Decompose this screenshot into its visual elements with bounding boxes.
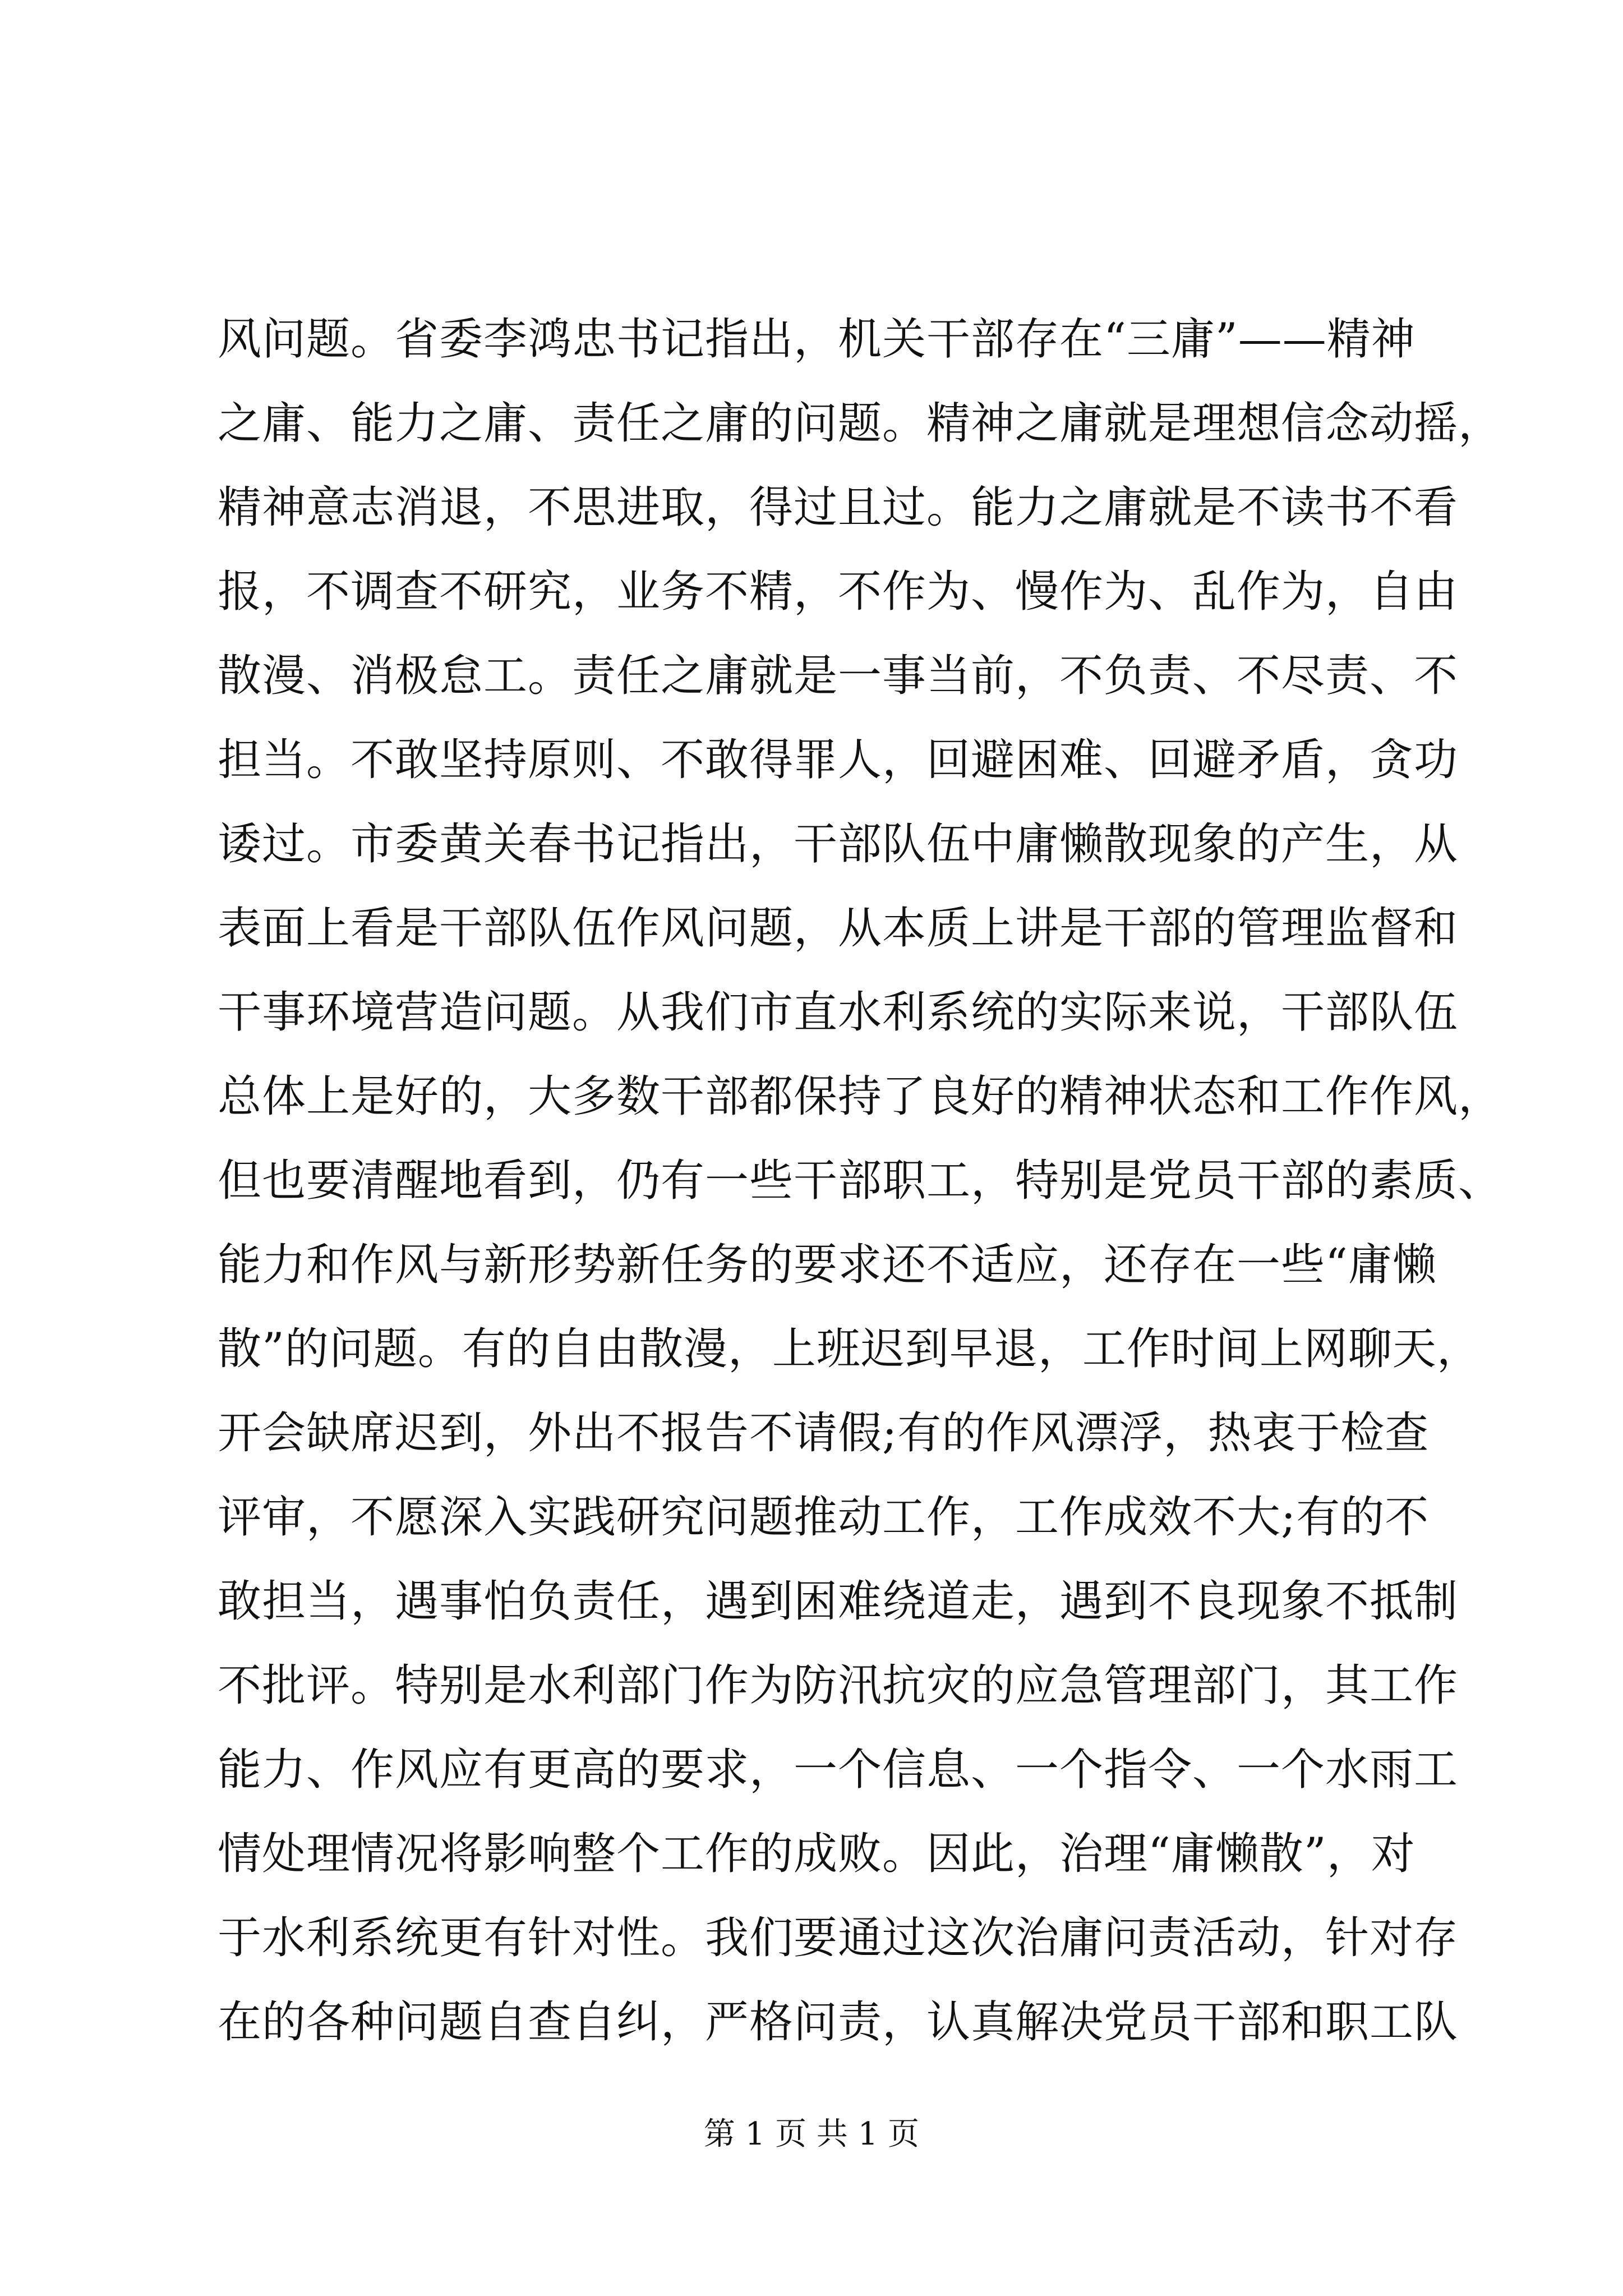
text-line: 报，不调查不研究，业务不精，不作为、慢作为、乱作为，自由 (218, 567, 1459, 617)
text-line: 但也要清醒地看到，仍有一些干部职工，特别是党员干部的素质、 (218, 1156, 1503, 1206)
text-line: 风问题。省委李鸿忠书记指出，机关干部存在“三庸”——精神 (218, 314, 1415, 365)
text-line: 干事环境营造问题。从我们市直水利系统的实际来说，干部队伍 (218, 987, 1459, 1038)
text-line: 能力、作风应有更高的要求，一个信息、一个指令、一个水雨工 (218, 1745, 1459, 1795)
text-line: 诿过。市委黄关春书记指出，干部队伍中庸懒散现象的产生，从 (218, 819, 1459, 869)
text-line: 之庸、能力之庸、责任之庸的问题。精神之庸就是理想信念动摇， (218, 398, 1503, 449)
text-line: 评审，不愿深入实践研究问题推动工作，工作成效不大;有的不 (218, 1492, 1430, 1543)
text-line: 在的各种问题自查自纠，严格问责，认真解决党员干部和职工队 (218, 1997, 1459, 2047)
page-footer: 第 1 页 共 1 页 (703, 2116, 920, 2152)
text-line: 精神意志消退，不思进取，得过且过。能力之庸就是不读书不看 (218, 482, 1459, 533)
text-line: 能力和作风与新形势新任务的要求还不适应，还存在一些“庸懒 (218, 1240, 1437, 1290)
text-line: 表面上看是干部队伍作风问题，从本质上讲是干部的管理监督和 (218, 903, 1459, 954)
text-line: 于水利系统更有针对性。我们要通过这次治庸问责活动，针对存 (218, 1913, 1459, 1963)
body-text (218, 297, 1503, 2064)
text-line: 担当。不敢坚持原则、不敢得罪人，回避困难、回避矛盾，贪功 (218, 735, 1459, 785)
text-line: 总体上是好的，大多数干部都保持了良好的精神状态和工作作风， (218, 1071, 1503, 1122)
text-line: 不批评。特别是水利部门作为防汛抗灾的应急管理部门，其工作 (218, 1660, 1459, 1711)
text-line: 开会缺席迟到，外出不报告不请假;有的作风漂浮，热衷于检查 (218, 1408, 1430, 1458)
text-line: 散”的问题。有的自由散漫，上班迟到早退，工作时间上网聊天， (218, 1324, 1481, 1374)
text-line: 散漫、消极怠工。责任之庸就是一事当前，不负责、不尽责、不 (218, 651, 1459, 701)
text-line: 情处理情况将影响整个工作的成败。因此，治理“庸懒散”，对 (218, 1829, 1415, 1879)
text-line: 敢担当，遇事怕负责任，遇到困难绕道走，遇到不良现象不抵制 (218, 1576, 1459, 1627)
